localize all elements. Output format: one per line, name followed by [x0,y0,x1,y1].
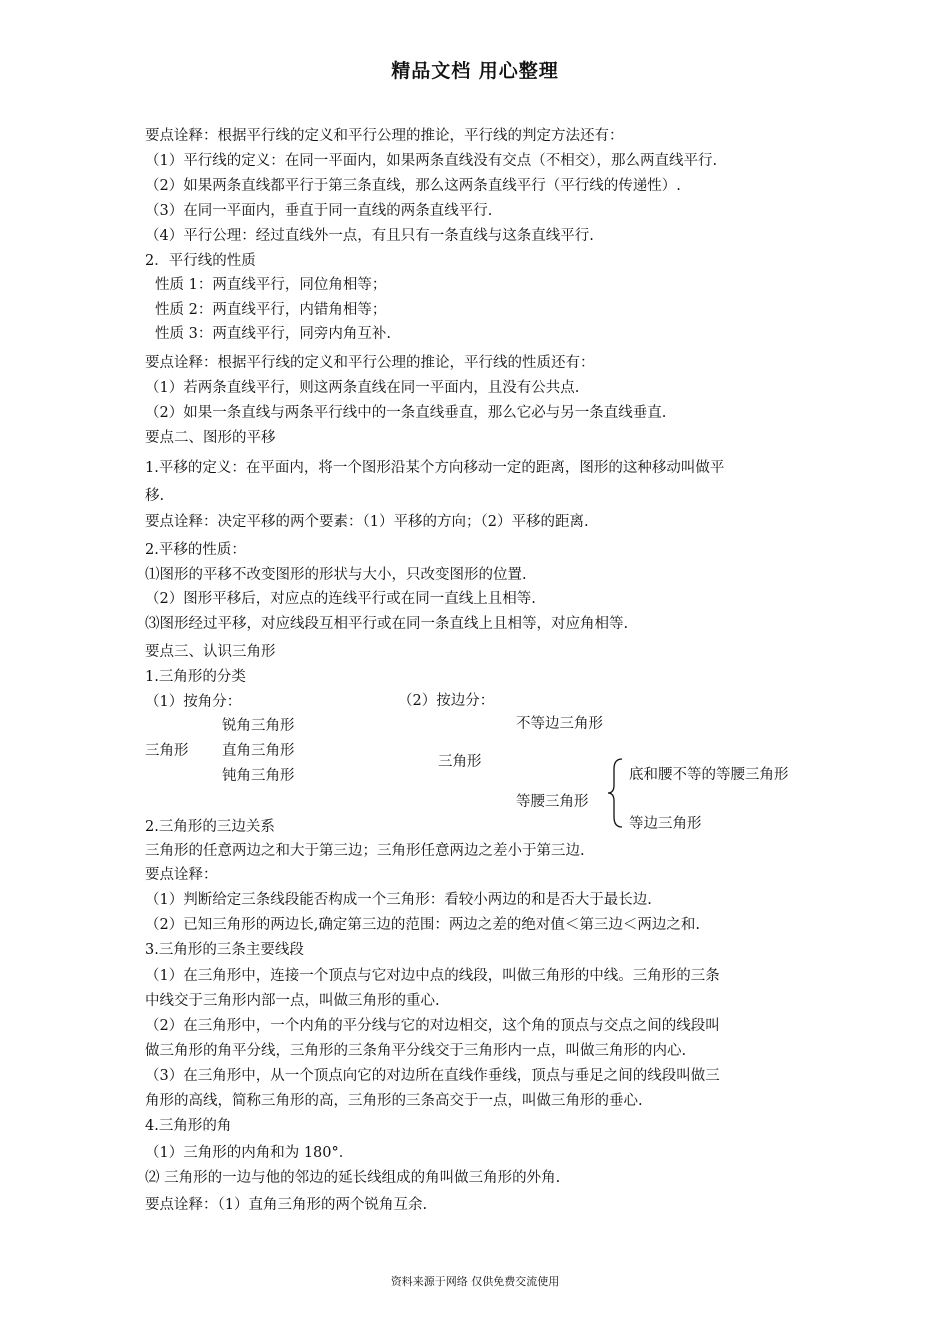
text-line: ⑴图形的平移不改变图形的形状与大小，只改变图形的位置. [145,567,527,583]
text-line: 1.平移的定义：在平面内，将一个图形沿某个方向移动一定的距离，图形的这种移动叫做平 [145,460,725,476]
text-line: （3）在同一平面内，垂直于同一直线的两条直线平行. [145,203,493,219]
text-line: （2）图形平移后，对应点的连线平行或在同一直线上且相等. [145,591,536,607]
triangle-root: 三角形 [145,743,189,759]
text-line: （2）已知三角形的两边长,确定第三边的范围：两边之差的绝对值＜第三边＜两边之和. [145,917,700,933]
section-heading: 2．平行线的性质 [145,253,256,269]
text-line: （1）在三角形中，连接一个顶点与它对边中点的线段，叫做三角形的中线。三角形的三条 [145,968,720,984]
text-line: 1.三角形的分类 [145,669,246,685]
text-line: ⑵ 三角形的一边与他的邻边的延长线组成的角叫做三角形的外角. [145,1170,561,1186]
text-line: 三角形的任意两边之和大于第三边；三角形任意两边之差小于第三边. [145,843,585,859]
iso-non-equilateral: 底和腰不等的等腰三角形 [629,767,789,783]
text-line: （2）如果一条直线与两条平行线中的一条直线垂直，那么它必与另一条直线垂直. [145,405,667,421]
text-line: （1）三角形的内角和为 180°． [145,1145,354,1161]
page-footer: 资料来源于网络 仅供免费交流使用 [390,1275,560,1288]
section-heading: 3.三角形的三条主要线段 [145,942,304,958]
text-line: 性质 1：两直线平行，同位角相等； [155,277,387,293]
section-heading: 要点二、图形的平移 [145,430,276,446]
text-line: （1）若两条直线平行，则这两条直线在同一平面内，且没有公共点. [145,380,580,396]
text-line: （4）平行公理：经过直线外一点，有且只有一条直线与这条直线平行. [145,228,594,244]
text-line: 性质 3：两直线平行，同旁内角互补. [155,326,391,342]
obtuse-triangle: 钝角三角形 [222,768,295,784]
text-line: （2）如果两条直线都平行于第三条直线，那么这两条直线平行（平行线的传递性）. [145,178,681,194]
section-heading: 要点三、认识三角形 [145,644,276,660]
equilateral-triangle: 等边三角形 [629,816,702,832]
text-line: （2）在三角形中，一个内角的平分线与它的对边相交，这个角的顶点与交点之间的线段叫 [145,1018,720,1034]
text-line: （3）在三角形中，从一个顶点向它的对边所在直线作垂线，顶点与垂足之间的线段叫做三 [145,1068,720,1084]
text-line: 移. [145,488,165,504]
text-line: 中线交于三角形内部一点，叫做三角形的重心. [145,993,440,1009]
right-triangle: 直角三角形 [222,743,295,759]
text-line: 要点诠释：根据平行线的定义和平行公理的推论，平行线的判定方法还有： [145,128,624,144]
text-line: 要点诠释：根据平行线的定义和平行公理的推论，平行线的性质还有： [145,355,595,371]
curly-brace-icon [606,757,626,829]
text-line: ⑶图形经过平移，对应线段互相平行或在同一条直线上且相等，对应角相等. [145,616,629,632]
text-line: 要点诠释： [145,867,218,883]
text-line: 要点诠释：（1）直角三角形的两个锐角互余. [145,1197,428,1213]
text-line: 性质 2：两直线平行，内错角相等； [155,302,387,318]
by-side-label: （2）按边分： [398,693,495,709]
section-heading: 4.三角形的角 [145,1118,232,1134]
text-line: （1）判断给定三条线段能否构成一个三角形：看较小两边的和是否大于最长边. [145,892,652,908]
triangle-root-2: 三角形 [438,754,482,770]
isosceles-triangle: 等腰三角形 [516,794,589,810]
by-angle-label: （1）按角分： [145,694,242,710]
text-line: 角形的高线，简称三角形的高，三角形的三条高交于一点，叫做三角形的垂心. [145,1093,643,1109]
section-heading: 2.三角形的三边关系 [145,819,275,835]
scalene-triangle: 不等边三角形 [516,716,603,732]
acute-triangle: 锐角三角形 [222,718,295,734]
text-line: （1）平行线的定义：在同一平面内，如果两条直线没有交点（不相交），那么两直线平行. [145,153,718,169]
text-line: 做三角形的角平分线，三角形的三条角平分线交于三角形内一点，叫做三角形的内心. [145,1043,687,1059]
text-line: 2.平移的性质： [145,542,246,558]
page-header: 精品文档 用心整理 [391,60,559,82]
text-line: 要点诠释：决定平移的两个要素：（1）平移的方向；（2）平移的距离. [145,514,589,530]
